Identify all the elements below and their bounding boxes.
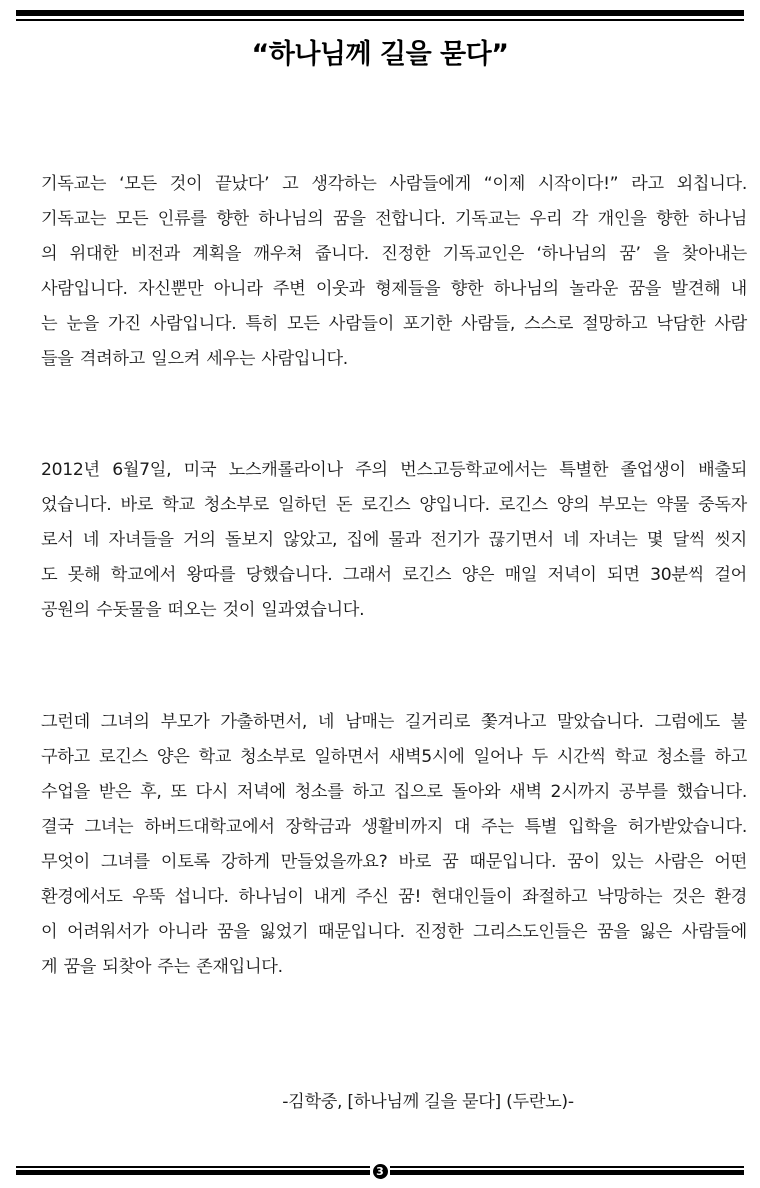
text-line: 었습니다. 바로 학교 청소부로 일하던 돈 로긴스 양입니다. 로긴스 양의 부모는 약물 중독자	[41, 495, 747, 515]
text-line: 기독교는 모든 인류를 향한 하나님의 꿈을 전합니다. 기독교는 우리 각 개인을 향한 하나님	[41, 209, 747, 229]
text-line: 로서 네 자녀들을 거의 돌보지 않았고, 집에 물과 전기가 끊기면서 네 자녀는 몇 달씩 씻지	[41, 530, 747, 550]
text-line: 게 꿈을 되찾아 주는 존재입니다.	[41, 957, 283, 977]
page-number-badge	[370, 1162, 390, 1180]
text-line: 구하고 로긴스 양은 학교 청소부로 일하면서 새벽5시에 일어나 두 시간씩 학교 청소를 하고	[41, 747, 747, 767]
page-number: 3	[373, 1164, 388, 1179]
top-rule-thin	[16, 19, 744, 21]
page-title: “하나님께 길을 묻다”	[251, 39, 509, 70]
text-line: 결국 그녀는 하버드대학교에서 장학금과 생활비까지 대 주는 특별 입학을 허가받았습니다.	[41, 817, 747, 837]
paragraph-2	[41, 453, 747, 628]
text-line: 도 못해 학교에서 왕따를 당했습니다. 그래서 로긴스 양은 매일 저녁이 되면 30분씩 걸어	[41, 565, 747, 585]
paragraph-3	[41, 705, 747, 985]
text-line: 의 위대한 비전과 계획을 깨우쳐 줍니다. 진정한 기독교인은 ‘하나님의 꿈’ 을 찾아내는	[41, 244, 747, 264]
text-line: 공원의 수돗물을 떠오는 것이 일과였습니다.	[41, 600, 365, 620]
text-line: 는 눈을 가진 사람입니다. 특히 모든 사람들이 포기한 사람들, 스스로 절망하고 낙담한 사람	[41, 314, 747, 334]
text-line: 기독교는 ‘모든 것이 끝났다’ 고 생각하는 사람들에게 “이제 시작이다!” 라고 외칩니다.	[41, 174, 747, 194]
text-line: 수업을 받은 후, 또 다시 저녁에 청소를 하고 집으로 돌아와 새벽 2시까지 공부를 했습니다.	[41, 782, 747, 802]
top-rule-thick	[16, 10, 744, 16]
text-line: 이 어려워서가 아니라 꿈을 잃었기 때문입니다. 진정한 그리스도인들은 꿈을 잃은 사람들에	[41, 922, 747, 942]
text-line: 무엇이 그녀를 이토록 강하게 만들었을까요? 바로 꿈 때문입니다. 꿈이 있는 사람은 어떤	[41, 852, 747, 872]
text-line: 환경에서도 우뚝 섭니다. 하나님이 내게 주신 꿈! 현대인들이 좌절하고 낙망하는 것은 환경	[41, 887, 747, 907]
text-line: 들을 격려하고 일으켜 세우는 사람입니다.	[41, 349, 348, 369]
paragraph-1	[41, 167, 747, 377]
text-line: 2012년 6월7일, 미국 노스캐롤라이나 주의 번스고등학교에서는 특별한 졸업생이 배출되	[41, 460, 747, 480]
text-line: 사람입니다. 자신뿐만 아니라 주변 이웃과 형제들을 향한 하나님의 놀라운 꿈을 발견해 내	[41, 279, 747, 299]
text-line: 그런데 그녀의 부모가 가출하면서, 네 남매는 길거리로 쫓겨나고 말았습니다. 그럼에도 불	[41, 712, 747, 732]
source-credit: -김학중, [하나님께 길을 묻다] (두란노)-	[282, 1092, 574, 1112]
